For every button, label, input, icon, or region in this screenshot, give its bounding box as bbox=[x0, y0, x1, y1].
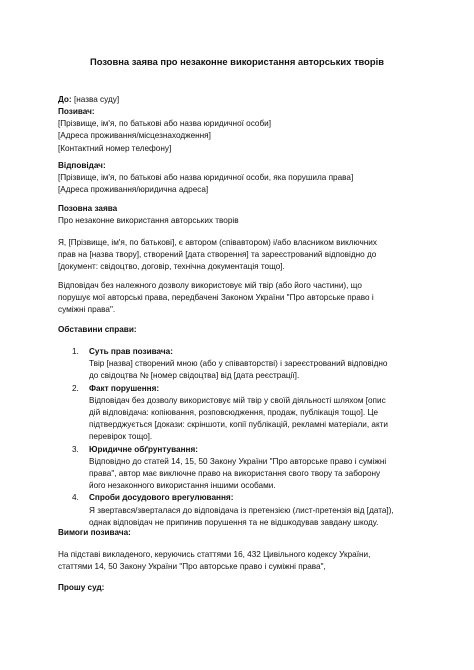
claim-section bbox=[58, 203, 422, 227]
defendant-section bbox=[58, 160, 422, 197]
plaintiff-section bbox=[58, 106, 422, 155]
paragraph-line: Відповідач без належного дозволу використовує мій твір (або його частини), що bbox=[58, 281, 362, 290]
section-heading: Обставини справи: bbox=[58, 325, 137, 334]
list-item bbox=[58, 492, 422, 529]
court-line bbox=[58, 94, 422, 106]
request-heading bbox=[58, 582, 422, 594]
section-heading: Прошу суд: bbox=[58, 583, 105, 592]
paragraph-line: суміжні права". bbox=[58, 305, 116, 315]
defendant-name: [Прізвище, ім'я, по батькові або назва юридичної особи, яка порушила права] bbox=[58, 173, 354, 183]
item-text: Я звертався/зверталася до відповідача із претензією (лист-претензія від [дата]), bbox=[89, 505, 394, 515]
item-text: перевірок тощо]. bbox=[89, 432, 153, 442]
court-name: [назва суду] bbox=[71, 95, 120, 104]
claim-subject: Про незаконне використання авторських творів bbox=[58, 216, 239, 226]
circumstances-list bbox=[58, 346, 422, 529]
item-number: 1. bbox=[72, 347, 79, 356]
item-title: Факт порушення: bbox=[89, 383, 160, 393]
plaintiff-label: Позивач: bbox=[58, 107, 95, 116]
item-number: 4. bbox=[72, 493, 79, 503]
paragraph-line: статтями 14, 50 Закону України "Про авторське право і суміжні права", bbox=[58, 562, 326, 572]
item-text: дій відповідача: копіювання, розповсюдження, продаж, публікація тощо]. Це bbox=[89, 408, 379, 418]
defendant-label: Відповідач: bbox=[58, 161, 106, 170]
demands-text bbox=[58, 549, 422, 573]
paragraph-line: На підставі викладеного, керуючись статтями 16, 432 Цивільного кодексу України, bbox=[58, 550, 371, 559]
list-item bbox=[58, 346, 422, 383]
item-text: його незаконного використання іншими особами. bbox=[89, 481, 276, 491]
item-number: 3. bbox=[72, 444, 79, 454]
item-text: Відповідно до статей 14, 15, 50 Закону України "Про авторське право і суміжні bbox=[89, 456, 387, 466]
list-item bbox=[58, 444, 422, 493]
paragraph-line: порушує мої авторські права, передбачені Законом України "Про авторське право і bbox=[58, 293, 374, 303]
paragraph-line: [документ: свідоцтво, договір, технічна документація тощо]. bbox=[58, 262, 285, 272]
document-title: Позовна заява про незаконне використання авторських творів bbox=[89, 56, 384, 67]
item-text: підтверджується [докази: скріншоти, копії публікацій, рекламні матеріали, акти bbox=[89, 420, 388, 430]
plaintiff-name: [Прізвище, ім'я, по батькові або назва юридичної особи] bbox=[58, 119, 272, 129]
paragraph-line: прав на [назва твору], створений [дата створення] та зареєстрований відповідно до bbox=[58, 250, 377, 260]
paragraph-authorship bbox=[58, 237, 422, 274]
plaintiff-address: [Адреса проживання/місцезнаходження] bbox=[58, 131, 211, 141]
paragraph-violation bbox=[58, 280, 422, 317]
to-label: До: bbox=[58, 95, 72, 104]
item-number: 2. bbox=[72, 383, 79, 393]
item-title: Юридичне обґрунтування: bbox=[89, 444, 198, 454]
plaintiff-phone: [Контактний номер телефону] bbox=[58, 143, 172, 153]
list-item bbox=[58, 383, 422, 444]
demands-heading bbox=[58, 527, 422, 539]
item-title: Суть прав позивача: bbox=[89, 347, 173, 356]
item-text: однак відповідач не припинив порушення та не відшкодував завдану шкоду. bbox=[89, 517, 379, 527]
item-text: Відповідач без дозволу використовує мій твір у своїй діяльності шляхом [опис bbox=[89, 395, 386, 405]
claim-label: Позовна заява bbox=[58, 204, 118, 213]
circumstances-heading bbox=[58, 324, 422, 336]
defendant-address: [Адреса проживання/юридична адреса] bbox=[58, 185, 209, 195]
item-title: Спроби досудового врегулювання: bbox=[89, 493, 234, 503]
item-text: Твір [назва] створений мною (або у співавторстві) і зареєстрований відповідно bbox=[89, 359, 388, 369]
section-heading: Вимоги позивача: bbox=[58, 528, 131, 537]
paragraph-line: Я, [Прізвище, ім'я, по батькові], є автором (співавтором) і/або власником виключних bbox=[58, 238, 377, 247]
item-text: права", автор має виключне право на використання свого твору та заборону bbox=[89, 469, 381, 479]
item-text: до свідоцтва № [номер свідоцтва] від [дата реєстрації]. bbox=[89, 371, 300, 381]
